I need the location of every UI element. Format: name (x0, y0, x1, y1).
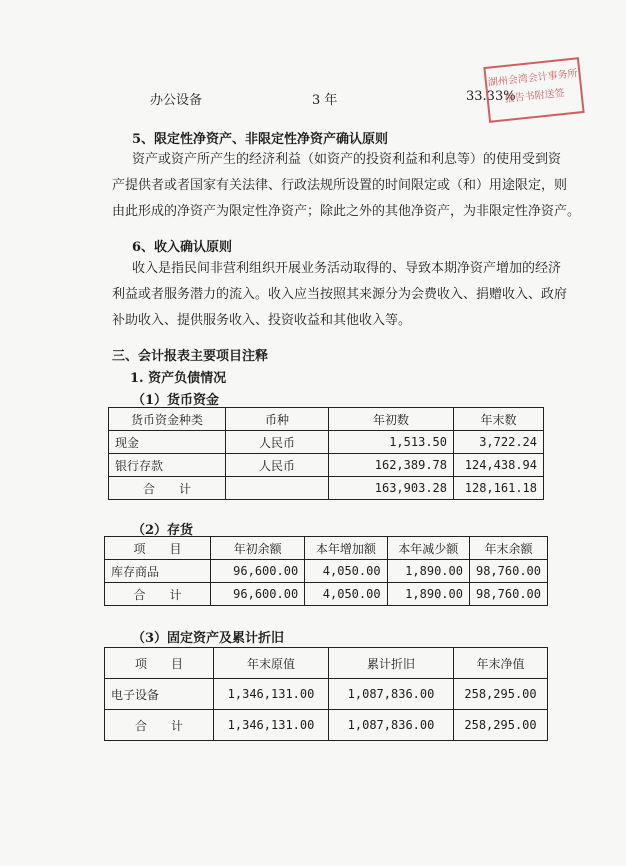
cell: 258,295.00 (454, 679, 548, 710)
header-cell: 年初余额 (211, 537, 305, 560)
asset-category: 办公设备 (150, 93, 203, 108)
table-header-row (109, 408, 544, 431)
header-cell: 年末原值 (214, 648, 329, 679)
cell: 124,438.94 (454, 454, 544, 477)
fixed-assets-table-title: （3）固定资产及累计折旧 (132, 631, 285, 646)
cell (226, 477, 329, 500)
cash-table (108, 407, 544, 500)
cell: 1,513.50 (329, 431, 454, 454)
table-header-row (105, 648, 548, 679)
section-3-title: 三、会计报表主要项目注释 (112, 349, 269, 364)
header-cell: 项 目 (105, 537, 211, 560)
section-5-line-3: 由此形成的净资产为限定性净资产；除此之外的其他净资产，为非限定性净资产。 (112, 204, 581, 219)
useful-life: 3 年 (312, 93, 338, 108)
cell: 电子设备 (105, 679, 214, 710)
table-header-row (105, 537, 548, 560)
seal-line-2: 报告书附送签 (504, 87, 566, 106)
table-total-row (105, 710, 548, 741)
cell: 1,087,836.00 (329, 679, 454, 710)
cell: 96,600.00 (211, 560, 305, 583)
table-total-row (109, 477, 544, 500)
table-row (109, 454, 544, 477)
cell: 合 计 (105, 583, 211, 606)
cell: 96,600.00 (211, 583, 305, 606)
cell: 162,389.78 (329, 454, 454, 477)
table-row (109, 431, 544, 454)
table-total-row (105, 583, 548, 606)
header-cell: 本年减少额 (387, 537, 469, 560)
section-6-title: 6、收入确认原则 (132, 240, 233, 255)
section-5-title: 5、限定性净资产、非限定性净资产确认原则 (132, 132, 389, 147)
section-5-line-1: 资产或资产所产生的经济利益（如资产的投资利益和利息等）的使用受到资 (132, 152, 562, 167)
cell: 1,890.00 (387, 583, 469, 606)
cell: 人民币 (226, 431, 329, 454)
cell: 库存商品 (105, 560, 211, 583)
seal-line-1: 湖州会湾会计事务所 (487, 68, 579, 89)
cell: 258,295.00 (454, 710, 548, 741)
cell: 128,161.18 (454, 477, 544, 500)
header-cell: 累计折旧 (329, 648, 454, 679)
cell: 4,050.00 (305, 560, 387, 583)
cell: 合 计 (105, 710, 214, 741)
subsection-1-title: 1. 资产负债情况 (130, 371, 227, 386)
cell: 1,087,836.00 (329, 710, 454, 741)
cell: 1,346,131.00 (214, 710, 329, 741)
header-cell: 本年增加额 (305, 537, 387, 560)
header-cell: 货币资金种类 (109, 408, 226, 431)
table-row (105, 560, 548, 583)
cell: 人民币 (226, 454, 329, 477)
header-cell: 年末余额 (469, 537, 547, 560)
header-cell: 年初数 (329, 408, 454, 431)
header-cell: 年末净值 (454, 648, 548, 679)
section-6-line-1: 收入是指民间非营利组织开展业务活动取得的、导致本期净资产增加的经济 (132, 261, 562, 276)
cell: 163,903.28 (329, 477, 454, 500)
section-6-line-3: 补助收入、提供服务收入、投资收益和其他收入等。 (112, 313, 412, 328)
header-cell: 币种 (226, 408, 329, 431)
cell: 合 计 (109, 477, 226, 500)
section-6-line-2: 利益或者服务潜力的流入。收入应当按照其来源分为会费收入、捐赠收入、政府 (112, 287, 568, 302)
cell: 3,722.24 (454, 431, 544, 454)
accounting-firm-seal (483, 57, 584, 123)
header-cell: 年末数 (454, 408, 544, 431)
header-cell: 项 目 (105, 648, 214, 679)
cell: 银行存款 (109, 454, 226, 477)
depreciation-rate: 33.33% (466, 89, 516, 104)
cell: 4,050.00 (305, 583, 387, 606)
inventory-table (104, 536, 548, 606)
fixed-assets-table (104, 647, 548, 741)
cell: 1,890.00 (387, 560, 469, 583)
section-5-line-2: 产提供者或者国家有关法律、行政法规所设置的时间限定或（和）用途限定，则 (112, 178, 568, 193)
cell: 98,760.00 (469, 583, 547, 606)
table-row (105, 679, 548, 710)
cell: 98,760.00 (469, 560, 547, 583)
cash-table-title: （1）货币资金 (132, 393, 220, 408)
cell: 1,346,131.00 (214, 679, 329, 710)
cell: 现金 (109, 431, 226, 454)
inventory-table-title: （2）存货 (132, 523, 194, 538)
